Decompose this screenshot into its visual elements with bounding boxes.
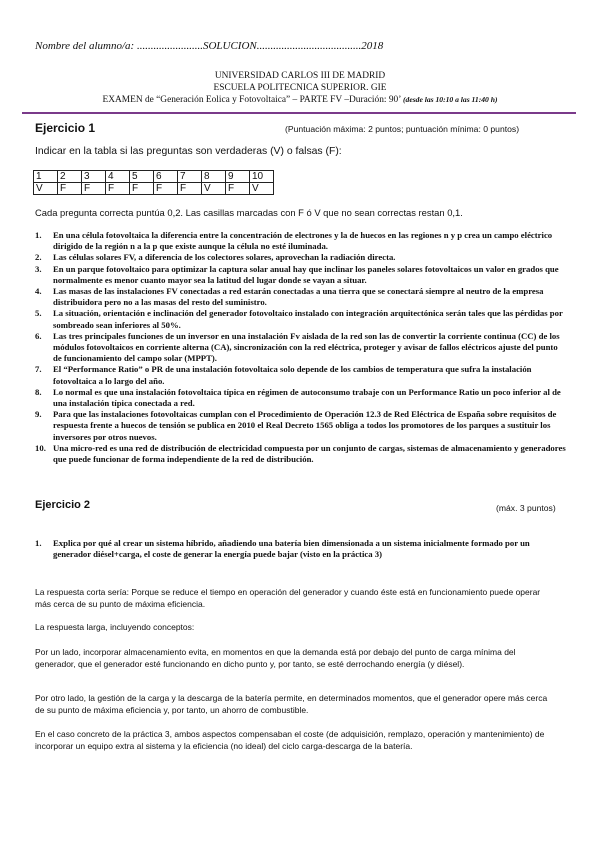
- question-number: 9.: [35, 409, 42, 420]
- answer-cell: F: [154, 183, 178, 195]
- short-answer: La respuesta corta sería: Porque se reduce el tiempo en operación del generador y cuando éste está en funcionamiento puede operar más cerca de su punto de máxima eficiencia.: [35, 587, 541, 609]
- question-item: [35, 252, 567, 263]
- question-item: [35, 230, 567, 252]
- answer-cell: V: [250, 183, 274, 195]
- university-name: UNIVERSIDAD CARLOS III DE MADRID: [214, 71, 386, 81]
- answer-table-header-cell: 3: [82, 171, 106, 183]
- answer-table: [33, 170, 274, 195]
- question-number: 6.: [35, 330, 42, 341]
- question-item: [35, 409, 567, 443]
- answer-table-header-cell: 2: [58, 171, 82, 183]
- answer-table-header-cell: 8: [202, 171, 226, 183]
- question-text: En una célula fotovoltaica la diferencia entre la concentración de electrones y la de huecos en las regiones n y p crea un campo eléctrico dirigido de la región n a la p que existe aunque la célula no esté iluminada.: [53, 230, 553, 252]
- exercise2-question: [35, 538, 567, 560]
- question-item: [35, 286, 567, 308]
- question-list: [35, 230, 567, 465]
- question-text: Las masas de las instalaciones FV conectadas a red estarán conectadas a una tierra que se conectará siempre al neutro de la empresa distribuidora pero no a las masas del resto del suministro.: [53, 286, 544, 308]
- question-item: [35, 331, 567, 365]
- answer-table-header-cell: 4: [106, 171, 130, 183]
- exercise2-scoring: (máx. 3 puntos): [496, 503, 556, 513]
- question-number: 10.: [35, 442, 46, 453]
- answer-table-header-cell: 9: [226, 171, 250, 183]
- exam-time: (desde las 10:10 a las 11:40 h): [403, 95, 498, 104]
- exercise1-title: Ejercicio 1: [35, 121, 96, 135]
- question-number: 1.: [35, 230, 42, 240]
- question-number: 8.: [35, 386, 42, 397]
- question-item: [35, 387, 567, 409]
- scoring-rule: Cada pregunta correcta puntúa 0,2. Las casillas marcadas con F ó V que no sean correctas restan 0,1.: [35, 207, 463, 218]
- exam-header: [30, 70, 570, 106]
- exercise1-scoring: (Puntuación máxima: 2 puntos; puntuación mínima: 0 puntos): [285, 124, 520, 134]
- answer-table-header-cell: 7: [178, 171, 202, 183]
- answer-table-header-cell: 1: [34, 171, 58, 183]
- question-text: La situación, orientación e inclinación del generador fotovoltaico instalado con integración arquitectónica serán tales que las pérdidas por sombreado sean inferiores al 50%.: [53, 308, 563, 330]
- answer-cell: F: [178, 183, 202, 195]
- question-number: 7.: [35, 364, 42, 375]
- exam-title-line: [30, 94, 570, 106]
- answer-cell: V: [202, 183, 226, 195]
- question-number: 5.: [35, 308, 42, 319]
- question-number: 1.: [35, 538, 42, 548]
- question-item: [35, 308, 567, 330]
- answer-paragraph: En el caso concreto de la práctica 3, ambos aspectos compensaban el coste (de adquisición, remplazo, operación y mantenimiento) de incorporar un equipo extra al sistema y la eficiencia (no ideal) del ciclo carga-descarga de la batería.: [35, 729, 545, 751]
- question-item: [35, 364, 567, 386]
- student-name-line: Nombre del alumno/a: ........................SOLUCION......................................2018: [35, 40, 384, 52]
- long-answer-intro: La respuesta larga, incluyendo conceptos:: [35, 622, 195, 632]
- question-item: [35, 443, 567, 465]
- question-number: 2.: [35, 252, 42, 263]
- question-text: Para que las instalaciones fotovoltaicas cumplan con el Procedimiento de Operación 12.3 de Red Eléctrica de España sobre requisitos de respuesta frente a huecos de tensión se publica en 2010 el Real Decreto 1565 obliga a todos los promotores de los parques a sustituir los inversores por otros nuevos.: [53, 409, 557, 442]
- answer-table-header-cell: 6: [154, 171, 178, 183]
- question-item: [35, 538, 567, 560]
- exercise2-title: Ejercicio 2: [35, 499, 91, 511]
- header-divider: [22, 112, 576, 114]
- question-number: 4.: [35, 286, 42, 297]
- answer-cell: F: [58, 183, 82, 195]
- answer-table-header-cell: 10: [250, 171, 274, 183]
- answer-paragraph: Por otro lado, la gestión de la carga y la descarga de la batería permite, en determinados momentos, que el generador opere más cerca de su punto de máxima eficiencia y, por tanto, un ahorro de combustible.: [35, 693, 548, 715]
- question-text: Las células solares FV, a diferencia de los colectores solares, aprovechan la radiación directa.: [53, 252, 396, 263]
- answer-table-answer-row: [34, 183, 274, 195]
- answer-cell: F: [106, 183, 130, 195]
- answer-cell: F: [82, 183, 106, 195]
- question-text: Una micro-red es una red de distribución de electricidad compuesta por un conjunto de cargas, sistemas de almacenamiento y generadores que puede funcionar de forma independiente de la red de distribución.: [53, 442, 566, 465]
- answer-paragraph: Por un lado, incorporar almacenamiento evita, en momentos en que la demanda está por debajo del punto de carga mínima del generador, que el generador esté funcionando en dicho punto y, por tanto, se esté derrochando energía (y diésel).: [35, 647, 516, 669]
- school-name: ESCUELA POLITECNICA SUPERIOR. GIE: [213, 83, 387, 93]
- question-text: Lo normal es que una instalación fotovoltaica típica en régimen de autoconsumo trabaje con un Performance Ratio un poco inferior al de una instalación típica conectada a red.: [53, 386, 561, 409]
- answer-table-header-row: [34, 171, 274, 183]
- answer-cell: V: [34, 183, 58, 195]
- question-text: Las tres principales funciones de un inversor en una instalación Fv aislada de la red son las de convertir la corriente continua (CC) de los módulos fotovoltaicos en corriente alterna (CA), sincronización con la red eléctrica, proteger y avisar de fallos eléctricos ajuste del punto de funcionamiento del campo solar (MPPT).: [53, 330, 560, 364]
- question-text: En un parque fotovoltaico para optimizar la captura solar anual hay que inclinar los paneles solares fotovoltaicos un valor en grados que normalmente es menor cuanto mayor sea la latitud del lugar donde se vayan a situar.: [53, 263, 559, 285]
- question-number: 3.: [35, 263, 42, 274]
- exercise1-instructions: Indicar en la tabla si las preguntas son verdaderas (V) o falsas (F):: [35, 146, 342, 157]
- answer-cell: F: [130, 183, 154, 195]
- exam-title: EXAMEN de “Generación Eolica y Fotovoltaica” – PARTE FV –Duración: 90’: [102, 95, 401, 105]
- question-text: El “Performance Ratio” o PR de una instalación fotovoltaica solo depende de los cambios de temperatura que sufra la instalación fotovoltaica a lo largo del año.: [53, 364, 532, 386]
- answer-cell: F: [226, 183, 250, 195]
- question-text: Explica por qué al crear un sistema híbrido, añadiendo una batería bien dimensionada a un sistema inicialmente formado por un generador diésel+carga, el coste de generar la energía puede bajar (visto en la práctica 3): [53, 538, 530, 560]
- answer-table-header-cell: 5: [130, 171, 154, 183]
- question-item: [35, 264, 567, 286]
